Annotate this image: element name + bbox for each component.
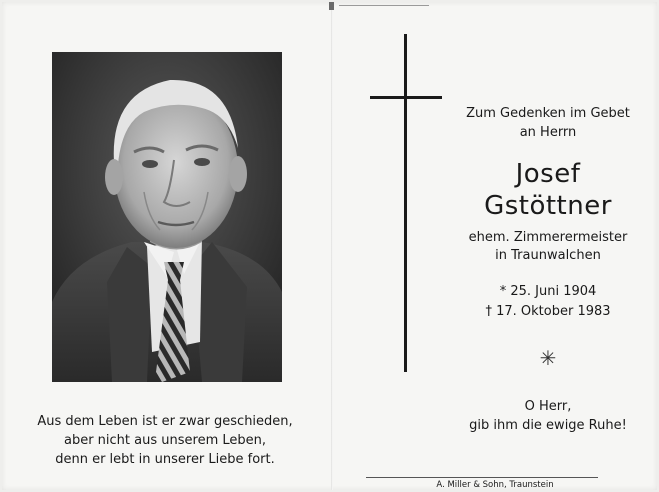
occupation: ehem. Zimmerermeister <box>468 230 628 245</box>
verse-line: aber nicht aus unserem Leben, <box>63 433 266 448</box>
memorial-heading-line1: Zum Gedenken im Gebet <box>466 106 630 121</box>
fold-mark <box>329 2 334 10</box>
cross-icon-horizontal <box>370 96 442 99</box>
card-fold <box>331 2 333 490</box>
printer-imprint: A. Miller & Sohn, Traunstein <box>436 480 554 490</box>
birth-date: * 25. Juni 1904 <box>499 284 597 299</box>
footer-rule <box>366 477 598 478</box>
place: in Traunwalchen <box>495 248 601 263</box>
first-name: Josef <box>515 159 581 189</box>
top-edge-line <box>339 5 429 6</box>
verse-text <box>20 412 310 469</box>
prayer-line1: O Herr, <box>524 399 572 414</box>
last-name: Gstöttner <box>484 191 612 221</box>
verse-line: Aus dem Leben ist er zwar geschieden, <box>37 414 293 429</box>
portrait-photo <box>52 52 282 382</box>
prayer-line2: gib ihm die ewige Ruhe! <box>469 418 627 433</box>
verse-line: denn er lebt in unserer Liebe fort. <box>55 452 275 467</box>
asterisk-ornament-icon: ✳ <box>539 346 557 370</box>
death-date: † 17. Oktober 1983 <box>485 304 611 319</box>
memorial-heading-line2: an Herrn <box>519 125 577 140</box>
cross-icon-vertical <box>404 34 407 372</box>
